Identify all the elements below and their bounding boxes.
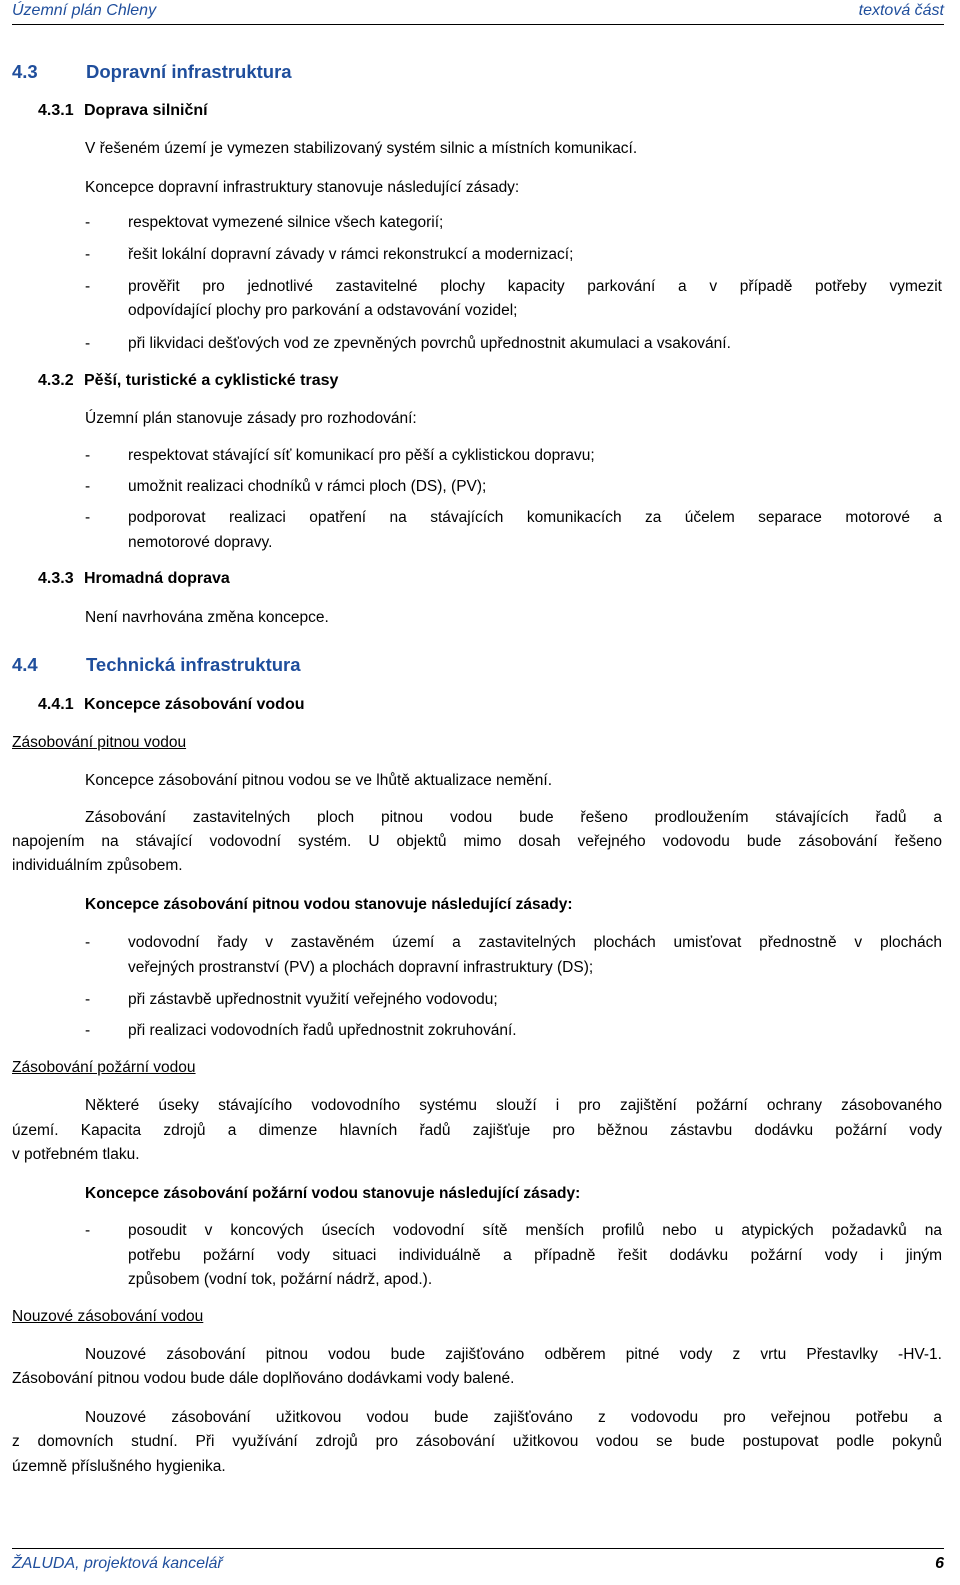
section-heading-4-4 — [12, 655, 301, 675]
list-item: respektovat vymezené silnice všech kategorií; — [128, 214, 444, 231]
subsection-title: Koncepce zásobování vodou — [84, 696, 305, 713]
list-item-continuation: veřejných prostranství (PV) a plochách dopravní infrastruktury (DS); — [128, 959, 594, 976]
section-number: 4.3 — [12, 61, 38, 82]
list-bullet: - — [85, 447, 91, 464]
list-bullet: - — [85, 478, 91, 495]
page-number: 6 — [935, 1555, 944, 1572]
subsection-title: Pěší, turistické a cyklistické trasy — [84, 372, 339, 389]
paragraph-bold: Koncepce zásobování pitnou vodou stanovuje následující zásady: — [85, 896, 573, 913]
list-bullet: - — [85, 1222, 91, 1239]
subsection-number: 4.3.3 — [38, 570, 74, 587]
paragraph: Nouzové zásobování pitnou vodou bude zajišťováno odběrem pitné vody z vrtu Přestavlky -HV-1. — [85, 1346, 942, 1363]
paragraph-bold: Koncepce zásobování požární vodou stanovuje následující zásady: — [85, 1185, 581, 1202]
header-document-title: Územní plán Chleny — [12, 2, 157, 19]
list-item: podporovat realizaci opatření na stávajících komunikacích za účelem separace motorové a — [128, 509, 942, 526]
list-bullet: - — [85, 991, 91, 1008]
section-title: Technická infrastruktura — [86, 654, 301, 675]
paragraph: Koncepce dopravní infrastruktury stanovuje následující zásady: — [85, 179, 520, 196]
list-bullet: - — [85, 1022, 91, 1039]
list-item: respektovat stávající síť komunikací pro pěší a cyklistickou dopravu; — [128, 447, 595, 464]
footer-author: ŽALUDA, projektová kancelář — [12, 1555, 223, 1572]
paragraph-line: individuálním způsobem. — [12, 857, 183, 874]
section-number: 4.4 — [12, 654, 38, 675]
subsection-title: Doprava silniční — [84, 102, 208, 119]
page-footer — [12, 1548, 944, 1573]
list-item: posoudit v koncových úsecích vodovodní sítě menších profilů nebo u atypických požadavků na — [128, 1222, 942, 1239]
list-item: při zástavbě upřednostnit využití veřejného vodovodu; — [128, 991, 498, 1008]
subsection-heading-4-4-1 — [38, 695, 304, 715]
list-item: při realizaci vodovodních řadů upřednostnit zokruhování. — [128, 1022, 517, 1039]
section-title: Dopravní infrastruktura — [86, 61, 292, 82]
paragraph: Koncepce zásobování pitnou vodou se ve lhůtě aktualizace nemění. — [85, 772, 553, 789]
list-bullet: - — [85, 278, 91, 295]
section-heading-4-3 — [12, 62, 292, 82]
list-item: prověřit pro jednotlivé zastavitelné plochy kapacity parkování a v případě potřeby vymezit — [128, 278, 942, 295]
subsection-number: 4.3.2 — [38, 372, 74, 389]
list-bullet: - — [85, 934, 91, 951]
list-item: při likvidaci dešťových vod ze zpevněných povrchů upřednostnit akumulaci a vsakování. — [128, 335, 731, 352]
paragraph-line: z domovních studní. Při využívání zdrojů pro zásobování užitkovou vodou se bude postupovat podle pokynů — [12, 1433, 942, 1450]
paragraph-line: napojením na stávající vodovodní systém. U objektů mimo dosah veřejného vodovodu bude zásobování řešeno — [12, 833, 942, 850]
subsection-number: 4.4.1 — [38, 696, 74, 713]
paragraph: Není navrhována změna koncepce. — [85, 609, 329, 626]
list-bullet: - — [85, 214, 91, 231]
page-header — [12, 2, 944, 25]
list-item: vodovodní řady v zastavěném území a zastavitelných plochách umisťovat přednostně v plochách — [128, 934, 942, 951]
paragraph: Zásobování zastavitelných ploch pitnou vodou bude řešeno prodloužením stávajících řadů a — [85, 809, 942, 826]
header-document-part: textová část — [858, 2, 944, 19]
list-bullet: - — [85, 509, 91, 526]
list-bullet: - — [85, 335, 91, 352]
subsection-heading-4-3-2 — [38, 371, 338, 391]
list-item-continuation: odpovídající plochy pro parkování a odstavování vozidel; — [128, 302, 518, 319]
subsection-heading-4-3-1 — [38, 101, 208, 121]
subsection-heading-4-3-3 — [38, 569, 230, 589]
list-bullet: - — [85, 246, 91, 263]
subheading-drinking-water: Zásobování pitnou vodou — [12, 734, 187, 751]
list-item: umožnit realizaci chodníků v rámci ploch (DS), (PV); — [128, 478, 487, 495]
paragraph: Nouzové zásobování užitkovou vodou bude zajišťováno z vodovodu pro veřejnou potřebu a — [85, 1409, 942, 1426]
list-item-continuation: nemotorové dopravy. — [128, 534, 273, 551]
subheading-emergency-water: Nouzové zásobování vodou — [12, 1308, 204, 1325]
paragraph-line: v potřebném tlaku. — [12, 1146, 140, 1163]
paragraph: Některé úseky stávajícího vodovodního systému slouží i pro zajištění požární ochrany zásobovaného — [85, 1097, 942, 1114]
paragraph-line: územně příslušného hygienika. — [12, 1458, 226, 1475]
paragraph: Územní plán stanovuje zásady pro rozhodování: — [85, 410, 417, 427]
paragraph-line: Zásobování pitnou vodou bude dále doplňováno dodávkami vody balené. — [12, 1370, 515, 1387]
list-item: řešit lokální dopravní závady v rámci rekonstrukcí a modernizací; — [128, 246, 574, 263]
subsection-number: 4.3.1 — [38, 102, 74, 119]
subheading-fire-water: Zásobování požární vodou — [12, 1059, 196, 1076]
list-item-continuation: způsobem (vodní tok, požární nádrž, apod.). — [128, 1271, 433, 1288]
list-item-continuation: potřebu požární vody situaci individuálně a případně řešit dodávku požární vody i jiným — [128, 1247, 942, 1264]
paragraph: V řešeném území je vymezen stabilizovaný systém silnic a místních komunikací. — [85, 140, 638, 157]
subsection-title: Hromadná doprava — [84, 570, 230, 587]
paragraph-line: území. Kapacita zdrojů a dimenze hlavních řadů zajišťuje pro běžnou zástavbu dodávku požární vody — [12, 1122, 942, 1139]
